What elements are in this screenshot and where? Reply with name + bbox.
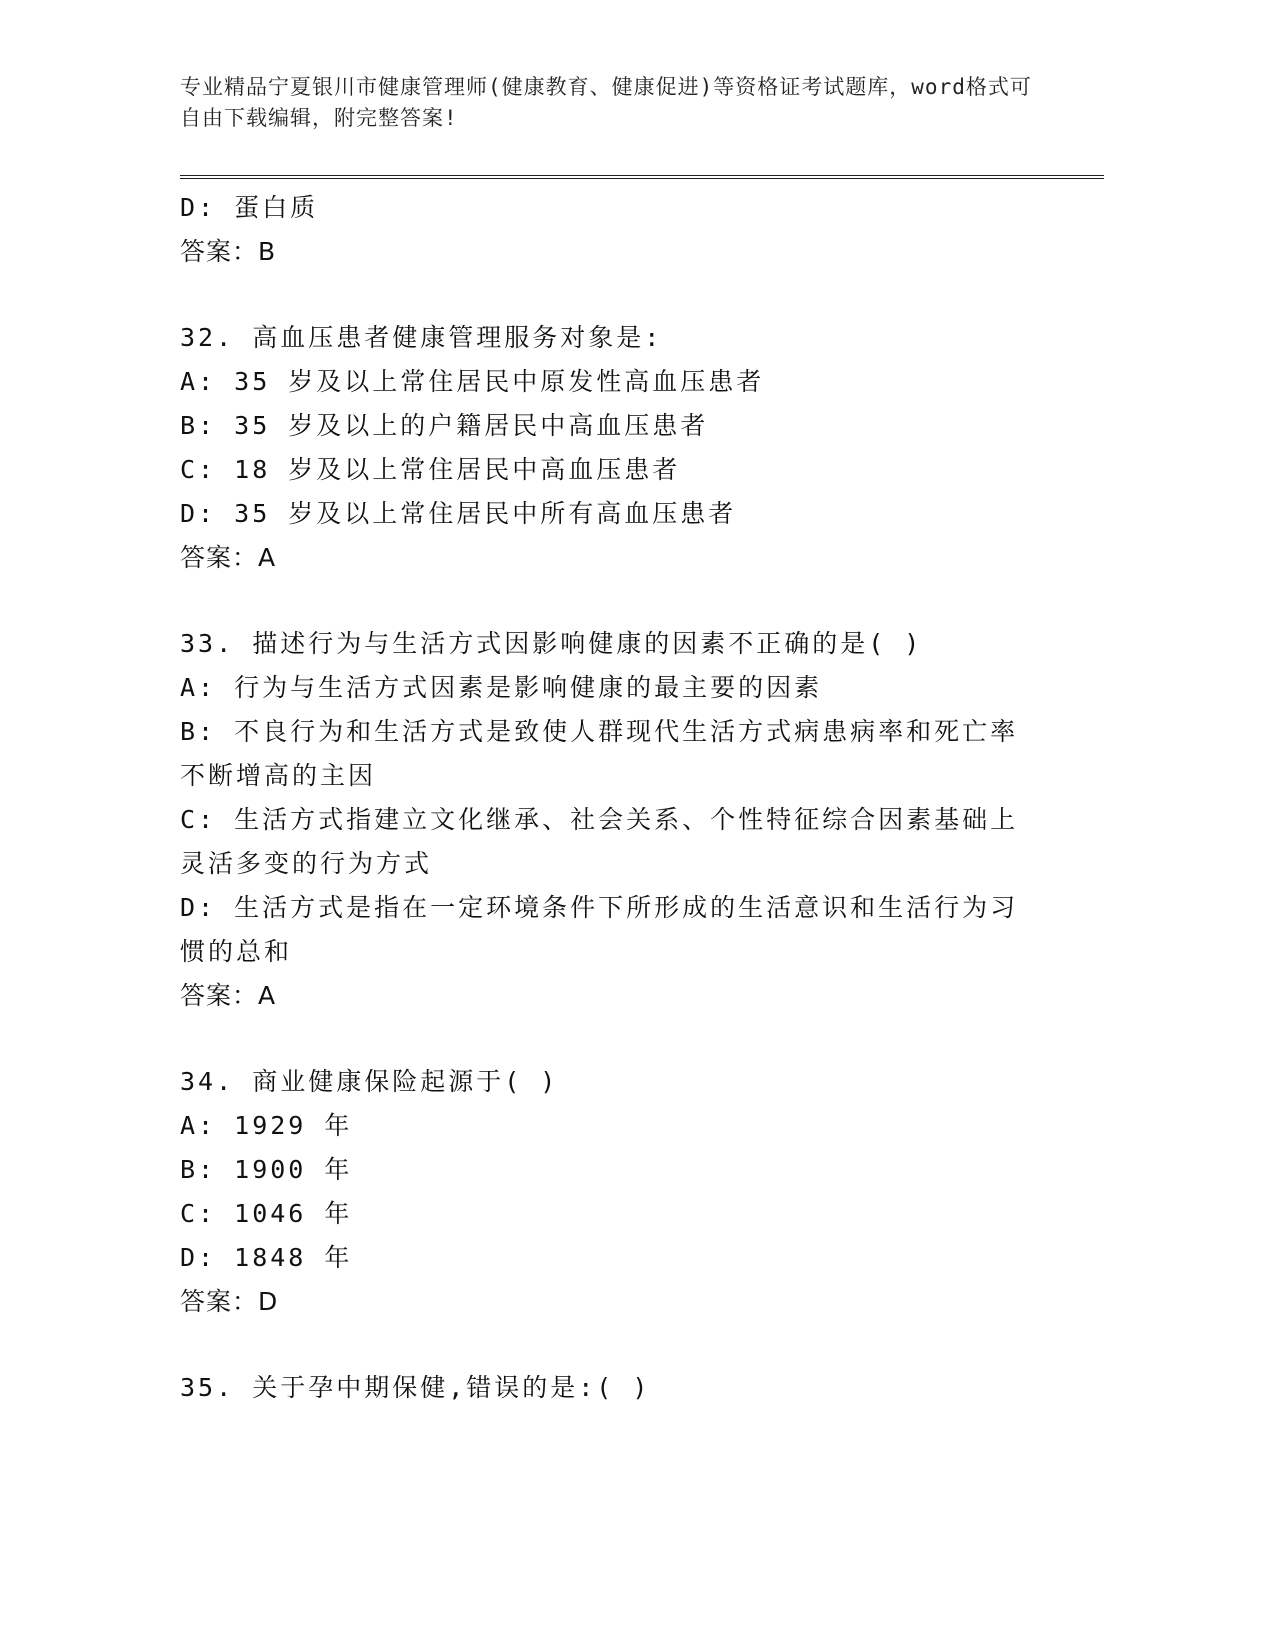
question-text: 32. 高血压患者健康管理服务对象是: bbox=[180, 323, 663, 352]
answer: 答案：D bbox=[180, 1287, 279, 1316]
option-b: B: 不良行为和生活方式是致使人群现代生活方式病患病率和死亡率不断增高的主因 bbox=[180, 717, 1019, 790]
answer: 答案：A bbox=[180, 543, 277, 572]
answer: 答案：A bbox=[180, 981, 277, 1010]
question-33 bbox=[180, 622, 1040, 1018]
header-divider bbox=[180, 175, 1104, 179]
option-d: D: 35 岁及以上常住居民中所有高血压患者 bbox=[180, 499, 737, 528]
question-32 bbox=[180, 316, 1040, 580]
option-b: B: 1900 年 bbox=[180, 1155, 353, 1184]
option-c: C: 生活方式指建立文化继承、社会关系、个性特征综合因素基础上灵活多变的行为方式 bbox=[180, 805, 1019, 878]
option-c: C: 1046 年 bbox=[180, 1199, 353, 1228]
question-text: 35. 关于孕中期保健,错误的是:( ) bbox=[180, 1373, 651, 1402]
option-b: B: 35 岁及以上的户籍居民中高血压患者 bbox=[180, 411, 709, 440]
question-text: 33. 描述行为与生活方式因影响健康的因素不正确的是( ) bbox=[180, 629, 923, 658]
answer: 答案：B bbox=[180, 237, 277, 266]
option-a: A: 35 岁及以上常住居民中原发性高血压患者 bbox=[180, 367, 765, 396]
option-d: D: 蛋白质 bbox=[180, 193, 319, 222]
page-header: 专业精品宁夏银川市健康管理师(健康教育、健康促进)等资格证考试题库，word格式可自由下载编辑，附完整答案! bbox=[180, 75, 1032, 130]
question-34 bbox=[180, 1060, 1040, 1324]
question-list bbox=[180, 186, 1040, 1410]
question-text: 34. 商业健康保险起源于( ) bbox=[180, 1067, 559, 1096]
option-a: A: 1929 年 bbox=[180, 1111, 353, 1140]
question-35 bbox=[180, 1366, 1040, 1410]
option-d: D: 生活方式是指在一定环境条件下所形成的生活意识和生活行为习惯的总和 bbox=[180, 893, 1019, 966]
option-d: D: 1848 年 bbox=[180, 1243, 353, 1272]
option-c: C: 18 岁及以上常住居民中高血压患者 bbox=[180, 455, 681, 484]
option-a: A: 行为与生活方式因素是影响健康的最主要的因素 bbox=[180, 673, 823, 702]
question-31-tail bbox=[180, 186, 1040, 274]
